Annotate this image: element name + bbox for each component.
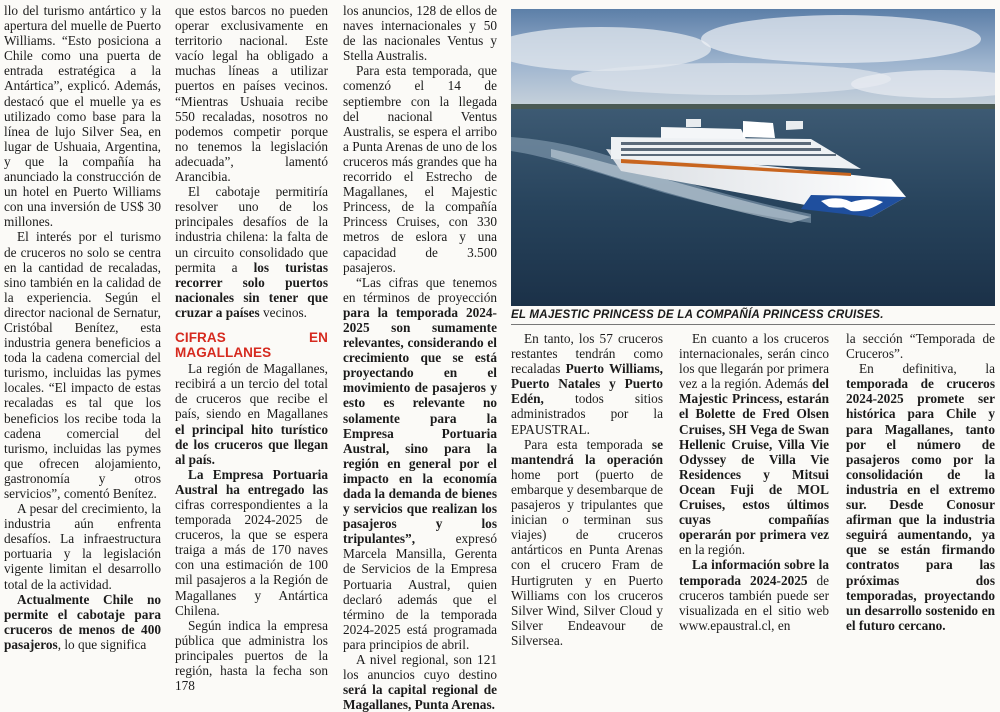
photo-caption: EL MAJESTIC PRINCESS DE LA COMPAÑÍA PRINCESS CRUISES. [511, 308, 884, 321]
article-column-1 [4, 3, 161, 652]
paragraph: El interés por el turismo de cruceros no solo se centra en la cantidad de recaladas, sino también en la calidad de la experiencia. Según el director nacional de Sernatur, Cristóbal Benítez, esta industria genera beneficios a toda la cadena comercial del turismo, incluidas las pymes locales. “El impacto de estas recaladas es tal que los beneficios los recibe toda la cadena comercial del turismo, incluidas las pymes que ofrecen alojamiento, gastronomía y otros servicios”, comentó Benítez. [4, 229, 161, 501]
paragraph: los anuncios, 128 de ellos de naves internacionales y 50 de las nacionales Ventus y Stella Australis. [343, 3, 497, 64]
paragraph [175, 184, 328, 320]
caption-divider [511, 324, 995, 325]
paragraph-text: En tanto, los 57 cruceros restantes tendrán como recaladas [511, 331, 663, 377]
bold-text: se mantendrá la operación [511, 436, 663, 467]
paragraph [511, 437, 663, 648]
paragraph [679, 331, 829, 557]
paragraph-text: de cruceros también puede ser visualizada en el sitio web www.epaustral.cl, en [679, 572, 830, 633]
paragraph: que estos barcos no pueden operar exclusivamente en territorio nacional. Este vacío legal ha obligado a muchas líneas a utilizar puertos en países vecinos. “Mientras Ushuaia recibe 550 recaladas, nosotros no podemos competir porque no tenemos la legislación adecuada”, lamentó Arancibia. [175, 3, 328, 185]
paragraph: Para esta temporada, que comenzó el 14 de septiembre con la llegada del nacional Ventus Australis, se espera el arribo a Punta Arenas de uno de los cruceros más grandes que ha recorrido el Estrecho de Magallanes, el Majestic Princess, de la compañía Princess Cruises, con 330 metros de eslora y una capacidad de 3.500 pasajeros. [343, 63, 497, 275]
paragraph [343, 652, 497, 712]
paragraph: llo del turismo antártico y la apertura del muelle de Puerto Williams. “Esto posiciona a Chile como una puerta de entrada estratégica a la Antártica”, explicó. Además, destacó que el muelle ya es utilizado como base para la línea de lujo Silver Sea, en lugar de Ushuaia, Argentina, y que la compañía ha anunciado la construcción de un hotel en Puerto Williams con una inversión de US$ 30 millones. [4, 3, 161, 230]
ship-illustration [511, 9, 995, 306]
bold-text: para la temporada 2024-2025 son sumamente relevantes, considerando el crecimiento que se está proyectando en el movimiento de pasajeros y esto es relevante no solamente para la Empresa Portuaria Austral, sino para la región en general por el impacto en la economía dada la demanda de bienes y servicios que realizan los pasajeros y los tripulantes”, [343, 304, 497, 547]
paragraph [175, 361, 328, 467]
article-column-2 [175, 3, 328, 693]
paragraph [175, 467, 328, 618]
paragraph [511, 331, 663, 437]
paragraph-text: vecinos. [259, 304, 307, 320]
paragraph-text: en la región. [679, 542, 746, 558]
paragraph-text: “Las cifras que tenemos en términos de proyección [343, 274, 497, 305]
paragraph: Según indica la empresa pública que administra los principales puertos de la región, hasta la fecha son 178 [175, 617, 328, 694]
paragraph-text: La región de Magallanes, recibirá a un tercio del total de cruceros que recibe el país, siendo en Magallanes [175, 361, 328, 422]
paragraph-text: Para esta temporada [524, 436, 652, 452]
paragraph-text: En cuanto a los cruceros internacionales, serán cinco los que llegarán por primera vez a la región. Además [679, 331, 829, 392]
paragraph [343, 275, 497, 652]
bold-text: el principal hito turístico de los cruceros que llegan al país. [175, 421, 328, 467]
paragraph-text: En definitiva, la [859, 361, 995, 377]
cruise-ship-photo [511, 9, 995, 306]
paragraph: A pesar del crecimiento, la industria aún enfrenta desafíos. La infraestructura portuaria y la legislación vigente limitan el desarrollo total de la actividad. [4, 501, 161, 592]
bold-text: del Majestic Princess, estarán el Bolette de Fred Olsen Cruises, SH Vega de Swan Hellenic Cruise, Villa Vie Odyssey de Villa Vie Residences y Mitsui Ocean Fuji de MOL Cruises, estos últimos cuyas compañías operarán por primera vez [679, 376, 829, 543]
bold-text: La información sobre la temporada 2024-2025 [679, 557, 829, 588]
paragraph-text: , lo que significa [57, 636, 147, 652]
article-column-4 [511, 331, 663, 648]
bold-text: temporada de cruceros 2024-2025 promete ser histórica para Chile y para Magallanes, tanto por el número de pasajeros como por la consolidación de la industria en el extremo sur. Desde Conosur afirman que la industria seguirá aumentando, ya que se están firmando contratos para las próximas dos temporadas, proyectando un desarrollo sostenido en el futuro cercano. [846, 376, 995, 633]
paragraph-text: home port (puerto de embarque y desembarque de pasajeros y tripulantes que inician o terminan sus viajes) de cruceros antárticos en Punta Arenas con el crucero Fram de Hurtigruten y en Puerto Williams con los cruceros Silver Wind, Silver Cloud y Silver Endeavour de Silversea. [511, 466, 663, 648]
paragraph-text: expresó Marcela Mansilla, Gerenta de Servicios de la Empresa Portuaria Austral, quien declaró además que el término de la temporada 2024-2025 está programada para principios de abril. [343, 531, 497, 652]
paragraph-text: cifras correspondientes a la temporada 2024-2025 de cruceros, la que se espera traiga a más de 170 naves con una estimación de 100 mil pasajeros a la Región de Magallanes y Antártica Chilena. [175, 497, 328, 618]
bold-text: será la capital regional de Magallanes, Punta Arenas. [343, 682, 497, 712]
bold-text: Puerto Williams, Puerto Natales y Puerto Edén, [511, 361, 663, 407]
paragraph [679, 557, 829, 632]
article-column-5 [679, 331, 829, 633]
article-column-6 [846, 331, 995, 633]
paragraph: la sección “Temporada de Cruceros”. [846, 331, 995, 362]
paragraph-text: El cabotaje permitiría resolver uno de los principales desafíos de la industria chilena: la falta de un circuito consolidado que permita a [175, 184, 328, 275]
article-column-3 [343, 3, 497, 712]
bold-text: Actualmente Chile no permite el cabotaje para cruceros de menos de 400 pasajeros [4, 591, 161, 652]
bold-text: La Empresa Portuaria Austral ha entregado las [175, 466, 328, 497]
bold-text: los turistas recorrer solo puertos nacionales sin tener que cruzar a países [175, 259, 328, 320]
paragraph-text: todos sitios administrados por la EPAUSTRAL. [511, 391, 663, 437]
paragraph-text: A nivel regional, son 121 los anuncios cuyo destino [343, 652, 497, 683]
section-heading: CIFRAS EN MAGALLANES [175, 329, 328, 361]
paragraph [846, 361, 995, 633]
